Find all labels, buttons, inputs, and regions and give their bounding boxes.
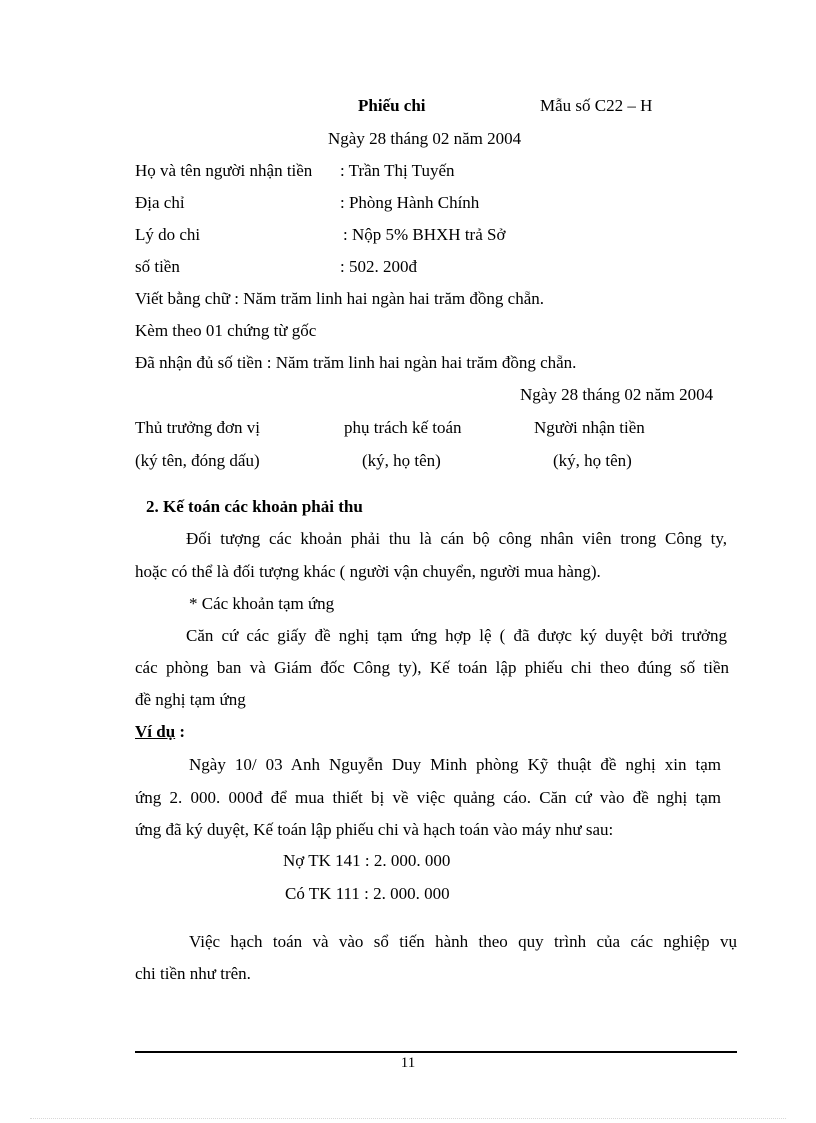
- voucher-title: Phiếu chi: [358, 96, 426, 115]
- page-number: 11: [400, 1055, 416, 1071]
- received-statement: Đã nhận đủ số tiền : Năm trăm linh hai ngàn hai trăm đồng chẵn.: [135, 353, 577, 372]
- voucher-date: Ngày 28 tháng 02 năm 2004: [328, 129, 522, 148]
- paragraph-2-line-1: Căn cứ các giấy đề nghị tạm ứng hợp lệ ( đã được ký duyệt bởi trưởng: [186, 626, 727, 645]
- reason-value: : Nộp 5% BHXH trả Sở: [343, 225, 506, 244]
- example-line-2: ứng 2. 000. 000đ để mua thiết bị về việc quảng cáo. Căn cứ vào đề nghị tạm: [135, 788, 721, 807]
- section-heading: 2. Kế toán các khoản phải thu: [146, 497, 363, 516]
- example-line-3: ứng đã ký duyệt, Kế toán lập phiếu chi và hạch toán vào máy như sau:: [135, 820, 614, 839]
- paragraph-1-line-2: hoặc có thể là đối tượng khác ( người vận chuyển, người mua hàng).: [135, 562, 601, 581]
- address-value: : Phòng Hành Chính: [340, 193, 480, 212]
- paragraph-2-line-3: đề nghị tạm ứng: [135, 690, 246, 709]
- signer-note-head: (ký tên, đóng dấu): [135, 451, 260, 470]
- bullet-advances: * Các khoản tạm ứng: [189, 594, 335, 613]
- example-label: Ví dụ: [135, 722, 176, 741]
- footer-rule: [135, 1051, 737, 1053]
- reason-label: Lý do chi: [135, 225, 201, 244]
- attachments-note: Kèm theo 01 chứng từ gốc: [135, 321, 317, 340]
- example-heading: [135, 722, 185, 742]
- paragraph-2-line-2: các phòng ban và Giám đốc Công ty), Kế toán lập phiếu chi theo đúng số tiền: [135, 658, 729, 677]
- page-edge-divider: [30, 1118, 786, 1119]
- amount-in-words: Viết bằng chữ : Năm trăm linh hai ngàn hai trăm đồng chẵn.: [135, 289, 544, 308]
- signer-note-recipient: (ký, họ tên): [553, 451, 632, 470]
- credit-entry: Có TK 111 : 2. 000. 000: [285, 884, 450, 903]
- signer-note-accountant: (ký, họ tên): [362, 451, 441, 470]
- signer-role-recipient: Người nhận tiền: [534, 418, 645, 437]
- amount-label: số tiền: [135, 257, 180, 276]
- paragraph-1-line-1: Đối tượng các khoản phải thu là cán bộ công nhân viên trong Công ty,: [186, 529, 727, 548]
- closing-line-1: Việc hạch toán và vào sổ tiến hành theo quy trình của các nghiệp vụ: [189, 932, 737, 951]
- recipient-value: : Trần Thị Tuyến: [340, 161, 455, 180]
- form-number: Mẫu số C22 – H: [540, 96, 653, 115]
- example-colon: :: [175, 722, 186, 741]
- closing-line-2: chi tiền như trên.: [135, 964, 251, 983]
- example-line-1: Ngày 10/ 03 Anh Nguyễn Duy Minh phòng Kỹ thuật đề nghị xin tạm: [189, 755, 721, 774]
- amount-value: : 502. 200đ: [340, 257, 417, 276]
- signer-role-head: Thủ trưởng đơn vị: [135, 418, 260, 437]
- signature-date: Ngày 28 tháng 02 năm 2004: [520, 385, 714, 404]
- debit-entry: Nợ TK 141 : 2. 000. 000: [283, 851, 451, 870]
- recipient-label: Họ và tên người nhận tiền: [135, 161, 313, 180]
- signer-role-accountant: phụ trách kế toán: [344, 418, 462, 437]
- address-label: Địa chỉ: [135, 193, 185, 212]
